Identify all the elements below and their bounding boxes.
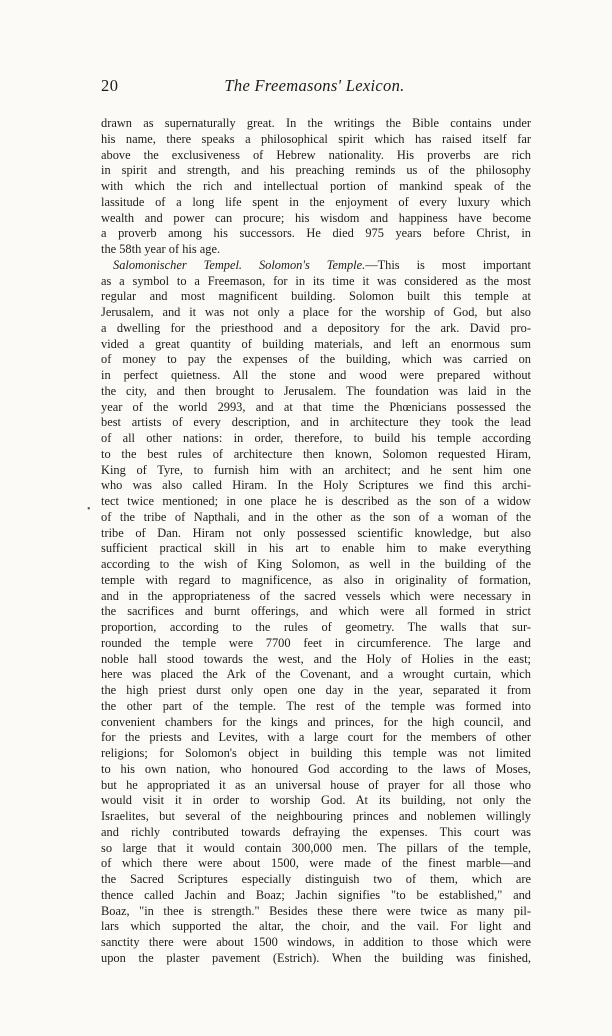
text-line: sufficient practical skill in his art to enable him to make everything xyxy=(101,541,531,556)
text-line: upon the plaster pavement (Estrich). When the building was finished, xyxy=(101,950,531,965)
text-line: but he appropriated it as an universal house of prayer for all those who xyxy=(101,777,531,792)
text-line: above the exclusiveness of Hebrew nationality. His proverbs are rich xyxy=(101,147,531,162)
text-line: the sacrifices and burnt offerings, and which were all formed in strict xyxy=(101,604,531,619)
text-line: and richly contributed towards defraying the expenses. This court was xyxy=(101,824,531,839)
text-line: drawn as supernaturally great. In the writings the Bible contains under xyxy=(101,116,531,130)
page-header xyxy=(101,76,528,96)
text-line: vided a great quantity of building materials, and left an enormous sum xyxy=(101,336,531,351)
text-line: of all other nations: in order, therefore, to build his temple according xyxy=(101,431,531,445)
text-line: thence called Jachin and Boaz; Jachin signifies "to be established," and xyxy=(101,887,531,902)
text-line: for the priests and Levites, with a large court for the members of other xyxy=(101,730,531,745)
text-line: Jerusalem, and it was not only a place for the worship of God, but also xyxy=(101,305,531,319)
text-line: the 58th year of his age. xyxy=(101,242,221,256)
text-line: the city, and then brought to Jerusalem. The foundation was laid in the xyxy=(101,383,531,398)
text-line: to the best rules of architecture then known, Solomon requested Hiram, xyxy=(101,446,531,461)
text-line: according to the wish of King Solomon, as well in the building of the xyxy=(101,557,531,571)
entry-headword: Salomonischer Tempel. Solomon's Temple. xyxy=(113,257,366,272)
text-line: lassitude of a long life spent in the enjoyment of every luxury which xyxy=(101,194,531,209)
text-line: regular and most magnificent building. Solomon built this temple at xyxy=(101,289,531,304)
text-line: rounded the temple were 7700 feet in circumference. The large and xyxy=(101,635,531,650)
text-line: Boaz, "in thee is strength." Besides these there were twice as many pil- xyxy=(101,903,531,918)
text-line: here was placed the Ark of the Covenant, and a wrought curtain, which xyxy=(101,667,531,682)
text-line: of the tribe of Napthali, and in the other as the son of a woman of the xyxy=(101,509,531,524)
text-line: year of the world 2993, and at that time the Phœnicians possessed the xyxy=(101,399,531,414)
entry-text: —This is most important xyxy=(365,257,531,272)
running-title: The Freemasons' Lexicon. xyxy=(224,76,405,95)
text-line: in spirit and strength, and his preaching reminds us of the philosophy xyxy=(101,163,531,178)
text-line: Israelites, but several of the neighbouring princes and noblemen willingly xyxy=(101,809,531,823)
text-line: so large that it would contain 300,000 men. The pillars of the temple, xyxy=(101,840,531,855)
text-line: who was also called Hiram. In the Holy Scriptures we find this archi- xyxy=(101,478,531,493)
text-line: a proverb among his successors. He died 975 years before Christ, in xyxy=(101,226,531,241)
page-number: 20 xyxy=(101,76,119,95)
text-line: his name, there speaks a philosophical spirit which has raised itself far xyxy=(101,131,531,146)
text-line: the Sacred Scriptures especially distinguish two of them, which are xyxy=(101,872,531,886)
text-line: tect twice mentioned; in one place he is described as the son of a widow xyxy=(101,494,531,508)
text-line: lars which supported the altar, the choir, and the vail. For light and xyxy=(101,919,531,934)
text-line: convenient chambers for the kings and princes, for the high council, and xyxy=(101,714,531,729)
text-line: proportion, according to the rules of geometry. The walls that sur- xyxy=(101,620,531,634)
text-line: temple with regard to magnificence, as also in originality of formation, xyxy=(101,572,531,587)
text-line: King of Tyre, to furnish him with an architect; and he sent him one xyxy=(101,462,531,477)
body-text xyxy=(101,116,531,967)
text-line: of money to pay the expenses of the building, which was carried on xyxy=(101,352,531,367)
text-line: as a symbol to a Freemason, for in its time it was considered as the most xyxy=(101,273,531,288)
text-line: religions; for Solomon's object in building this temple was not limited xyxy=(101,746,531,760)
text-line xyxy=(101,258,531,274)
text-line: with which the rich and intellectual portion of mankind speak of the xyxy=(101,179,531,193)
text-line: the other part of the temple. The rest of the temple was formed into xyxy=(101,698,531,713)
text-line: in perfect quietness. All the stone and wood were prepared without xyxy=(101,368,531,382)
text-line: wealth and power can procure; his wisdom and happiness have become xyxy=(101,210,531,225)
text-line: best artists of every description, and in architecture they took the lead xyxy=(101,415,531,430)
margin-mark: • xyxy=(87,504,91,515)
text-line: of which there were about 1500, were made of the finest marble—and xyxy=(101,856,531,871)
text-line: tribe of Dan. Hiram not only possessed scientific knowledge, but also xyxy=(101,525,531,540)
text-line: the high priest durst only open one day in the year, separated it from xyxy=(101,683,531,697)
text-line: and in the appropriateness of the sacred vessels which were necessary in xyxy=(101,588,531,603)
text-line: a dwelling for the priesthood and a depository for the ark. David pro- xyxy=(101,320,531,335)
text-line: sanctity there were about 1500 windows, in addition to those which were xyxy=(101,935,531,949)
text-line: noble hall stood towards the west, and the Holy of Holies in the east; xyxy=(101,651,531,666)
text-line: would visit it in order to worship God. At its building, not only the xyxy=(101,793,531,808)
text-line: to his own nation, who honoured God according to the laws of Moses, xyxy=(101,761,531,776)
